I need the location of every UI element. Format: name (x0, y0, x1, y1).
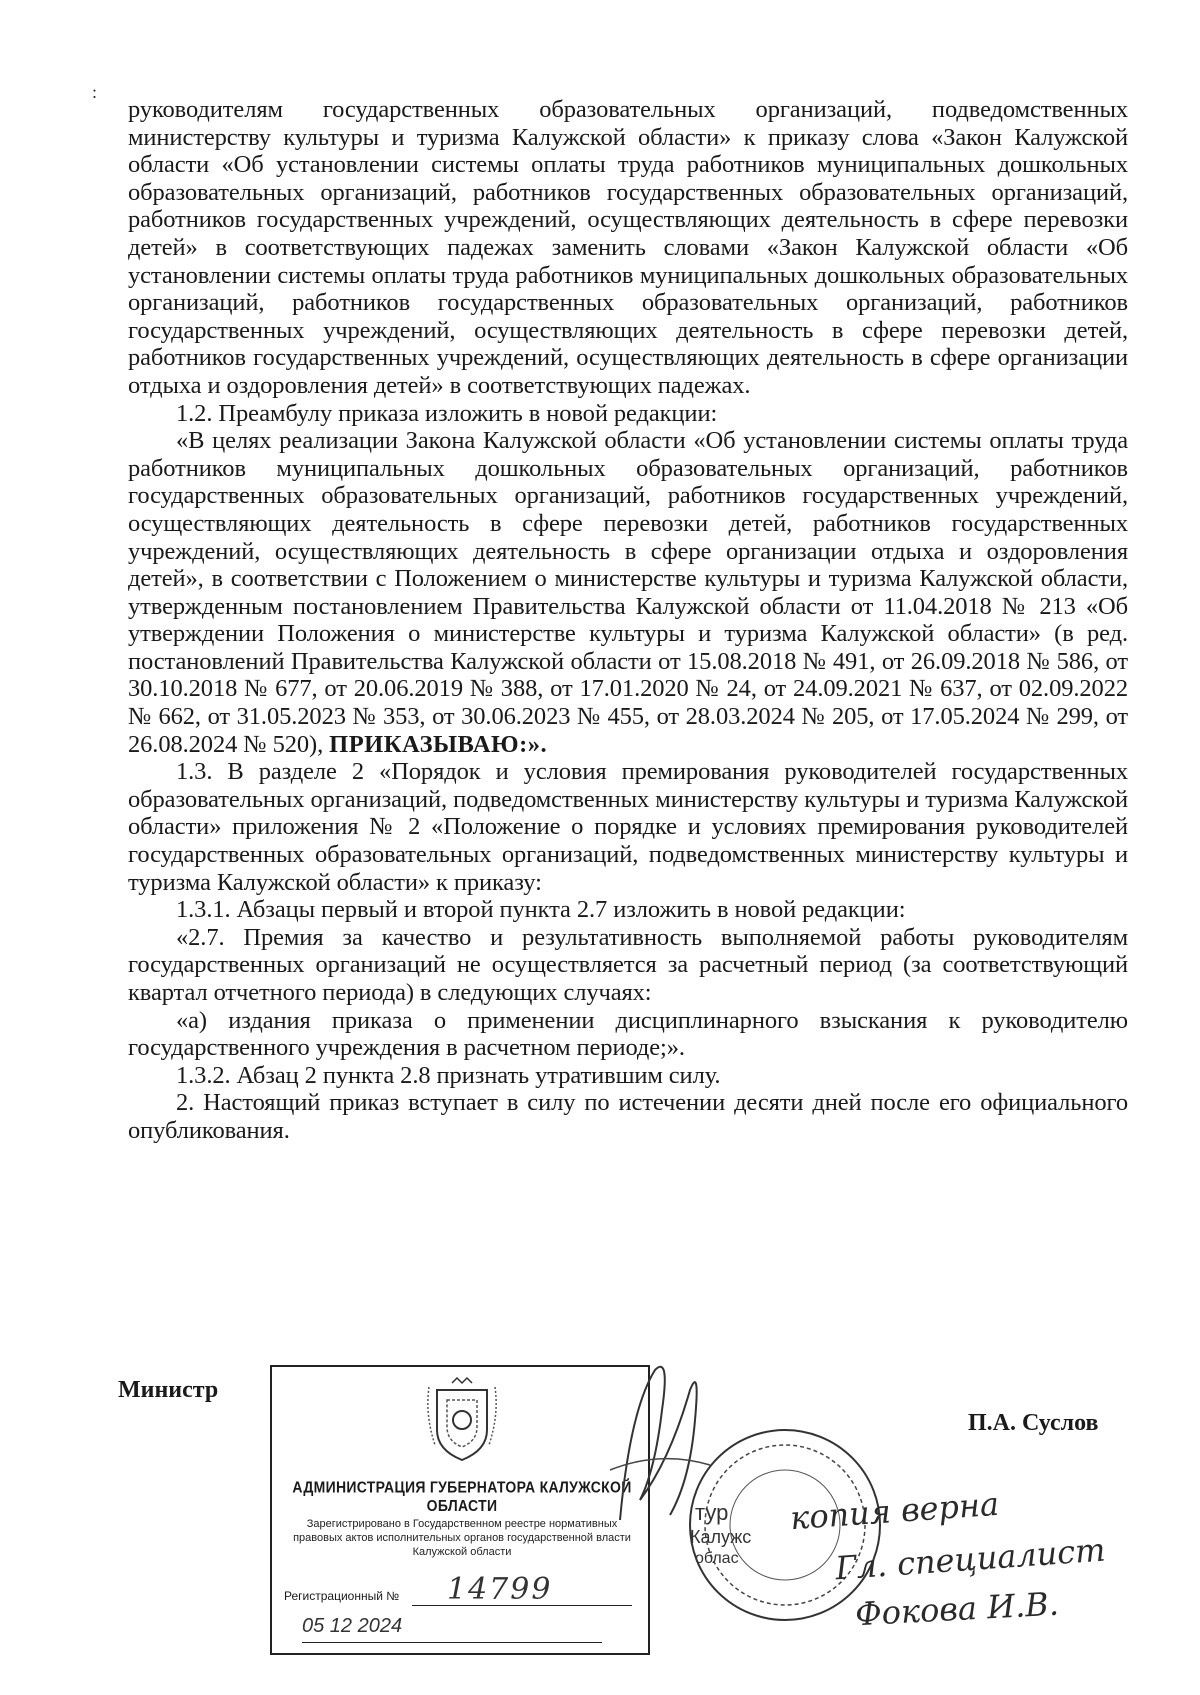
stamp-subtitle: Зарегистрировано в Государственном реестре нормативных правовых актов исполнительных органов государственной власти Калужской области (293, 1518, 631, 1558)
stamp-title: АДМИНИСТРАЦИЯ ГУБЕРНАТОРА КАЛУЖСКОЙ ОБЛАСТИ (292, 1477, 632, 1515)
paragraph-preamble (128, 427, 1128, 758)
document-body (128, 96, 1128, 1145)
seal-text-3: облас (695, 1550, 739, 1567)
signatory-position: Министр (118, 1377, 219, 1403)
handwritten-position: Гл. специалист (834, 1530, 1107, 1588)
paragraph-2: 2. Настоящий приказ вступает в силу по истечении десяти дней после его официального опубликования. (128, 1089, 1128, 1144)
coat-of-arms-emblem (417, 1375, 507, 1465)
paragraph-2-7: «2.7. Премия за качество и результативность выполняемой работы руководителям государственных организаций не осуществляется за расчетный период (за соответствующий квартал отчетного периода) в следующих случаях: (128, 923, 1128, 1006)
paragraph-1-3: 1.3. В разделе 2 «Порядок и условия премирования руководителей государственных образовательных организаций, подведомственных министерству культуры и туризма Калужской области» приложения № 2 «Положение о порядке и условиях премирования руководителей государственных образовательных организаций, подведомственных министерству культуры и туризма Калужской области» к приказу: (128, 758, 1128, 896)
preamble-order-word: ПРИКАЗЫВАЮ:». (329, 730, 548, 758)
handwritten-name: Фокова И.В. (854, 1584, 1060, 1634)
paragraph-1-3-1: 1.3.1. Абзацы первый и второй пункта 2.7 изложить в новой редакции: (176, 896, 906, 924)
registration-number-label: Регистрационный № (284, 1589, 400, 1603)
paragraph-1-3-2: 1.3.2. Абзац 2 пункта 2.8 признать утратившим силу. (176, 1061, 721, 1089)
paragraph-2-7-a: «а) издания приказа о применении дисциплинарного взыскания к руководителю государственного учреждения в расчетном периоде;». (128, 1006, 1128, 1062)
paragraph-1-2: 1.2. Преамбулу приказа изложить в новой редакции: (176, 399, 718, 427)
registration-date-underline (302, 1642, 602, 1643)
registration-date: 05 12 2024 (302, 1615, 403, 1637)
registration-number: 14799 (447, 1572, 553, 1607)
seal-text-2: Калужс (690, 1527, 752, 1547)
paragraph-continuation: руководителям государственных образовательных организаций, подведомственных министерству культуры и туризма Калужской области» к приказу слова «Закон Калужской области «Об установлении системы оплаты труда работников муниципальных дошкольных образовательных организаций, работников государственных образовательных организаций, работников государственных учреждений, осуществляющих деятельность в сфере перевозки детей» в соответствующих падежах заменить словами «Закон Калужской области «Об установлении системы оплаты труда работников муниципальных дошкольных образовательных организаций, работников государственных образовательных организаций, работников государственных учреждений, осуществляющих деятельность в сфере перевозки детей, работников государственных учреждений, осуществляющих деятельность в сфере организации отдыха и оздоровления детей» в соответствующих падежах. (128, 96, 1128, 399)
signatory-name: П.А. Суслов (968, 1410, 1099, 1436)
registration-stamp (270, 1365, 650, 1655)
seal-text-1: тур (695, 1500, 729, 1525)
corner-mark: : (92, 82, 98, 102)
handwritten-copy-note: копия верна (788, 1484, 1001, 1538)
preamble-text: «В целях реализации Закона Калужской области «Об установлении системы оплаты труда работников муниципальных дошкольных образовательных организаций, работников государственных образовательных организаций, работников государственных учреждений, осуществляющих деятельность в сфере перевозки детей, работников государственных учреждений, осуществляющих деятельность в сфере организации отдыха и оздоровления детей», в соответствии с Положением о министерстве культуры и туризма Калужской области, утвержденным постановлением Правительства Калужской области от 11.04.2018 № 213 «Об утверждении Положения о министерстве культуры и туризма Калужской области» (в ред. постановлений Правительства Калужской области от 15.08.2018 № 491, от 26.09.2018 № 586, от 30.10.2018 № 677, от 20.06.2019 № 388, от 17.01.2020 № 24, от 24.09.2021 № 637, от 02.09.2022 № 662, от 31.05.2023 № 353, от 30.06.2023 № 455, от 28.03.2024 № 205, от 17.05.2024 № 299, от 26.08.2024 № 520), (128, 427, 1128, 758)
